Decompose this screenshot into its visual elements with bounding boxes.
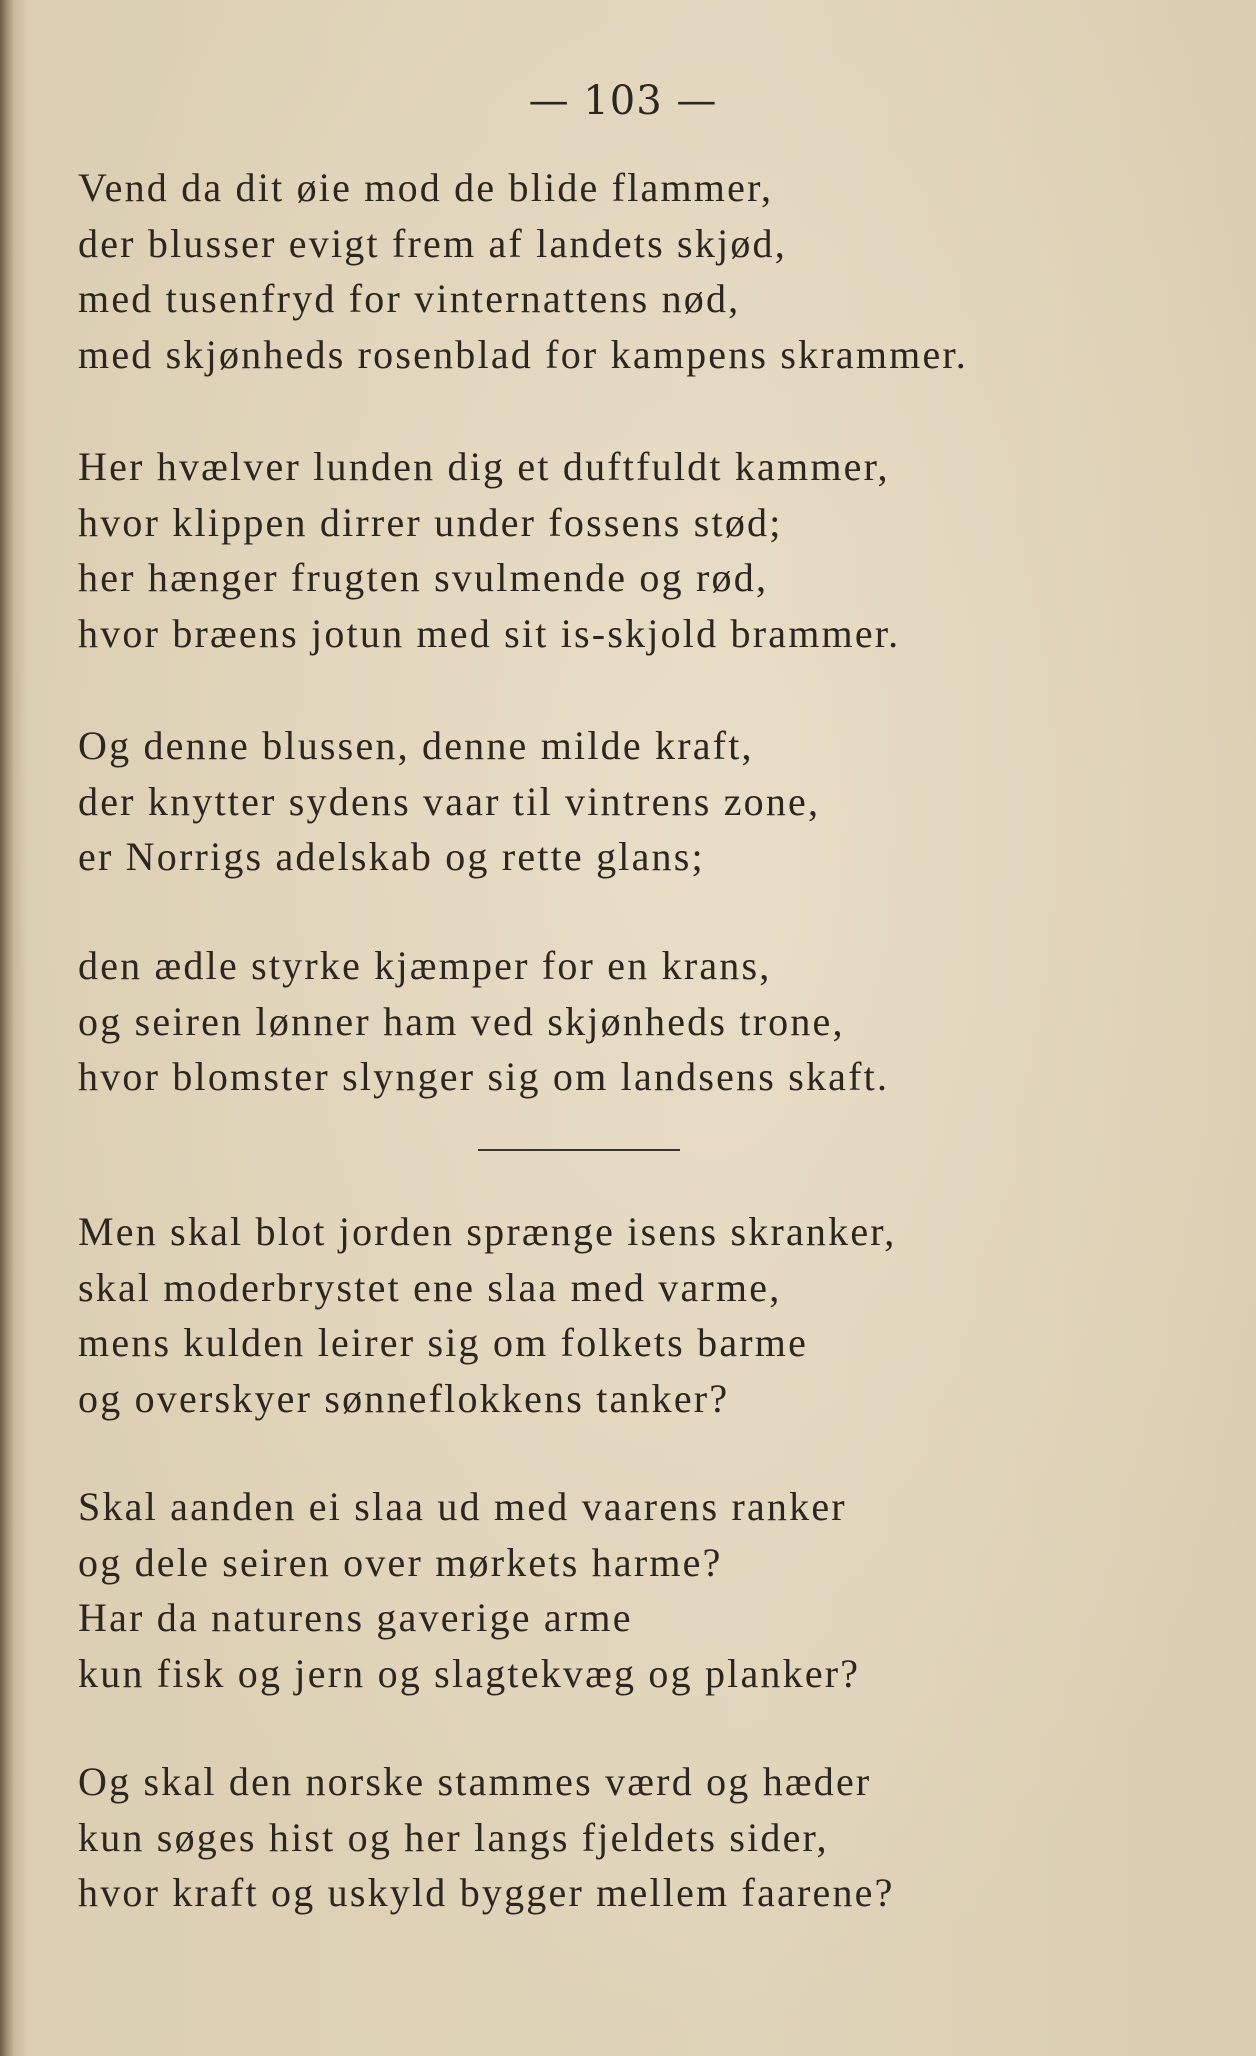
poem-line: mens kulden leirer sig om folkets barme	[78, 1320, 809, 1365]
poem-line: Og denne blussen, denne milde kraft,	[78, 723, 754, 768]
poem-line: kun fisk og jern og slagtekvæg og planker?	[78, 1650, 861, 1696]
poem-line: og seiren lønner ham ved skjønheds trone,	[78, 998, 845, 1044]
poem-line: og dele seiren over mørkets harme?	[78, 1539, 723, 1585]
poem-line: med skjønheds rosenblad for kampens skrammer.	[78, 331, 968, 377]
stanza-5	[78, 1204, 896, 1426]
poem-line: Vend da dit øie mod de blide flammer,	[78, 165, 774, 210]
stanza-2	[78, 439, 900, 661]
poem-line: med tusenfryd for vinternattens nød,	[78, 276, 741, 321]
stanza-1	[78, 160, 968, 382]
poem-line: hvor klippen dirrer under fossens stød;	[78, 499, 783, 545]
poem-line: her hænger frugten svulmende og rød,	[78, 555, 769, 600]
poem-line: Skal aanden ei slaa ud med vaarens ranker	[78, 1484, 847, 1529]
poem-line: der knytter sydens vaar til vintrens zone,	[78, 778, 821, 824]
poem-line: Har da naturens gaverige arme	[78, 1595, 633, 1640]
poem-line: Men skal blot jorden sprænge isens skranker,	[78, 1209, 897, 1254]
poem-line: den ædle styrke kjæmper for en krans,	[78, 943, 772, 988]
poem-line: der blusser evigt frem af landets skjød,	[78, 220, 787, 266]
poem-line: hvor blomster slynger sig om landsens skaft.	[78, 1054, 890, 1099]
poem-line: Her hvælver lunden dig et duftfuldt kammer,	[78, 444, 890, 489]
page-number-text: — 103 —	[528, 78, 718, 124]
poem-line: kun søges hist og her langs fjeldets sider,	[78, 1814, 829, 1860]
stanza-7	[78, 1754, 895, 1921]
stanza-4	[78, 938, 889, 1105]
section-divider	[478, 1149, 680, 1151]
page-number	[0, 78, 1256, 124]
poem-line: hvor bræens jotun med sit is-skjold brammer.	[78, 610, 901, 656]
poem-line: hvor kraft og uskyld bygger mellem faarene?	[78, 1870, 895, 1915]
stanza-6	[78, 1479, 860, 1701]
poem-line: og overskyer sønneflokkens tanker?	[78, 1375, 730, 1421]
poem-line: er Norrigs adelskab og rette glans;	[78, 834, 705, 879]
poem-line: Og skal den norske stammes værd og hæder	[78, 1759, 872, 1804]
poem-line: skal moderbrystet ene slaa med varme,	[78, 1264, 782, 1310]
stanza-3	[78, 718, 820, 885]
